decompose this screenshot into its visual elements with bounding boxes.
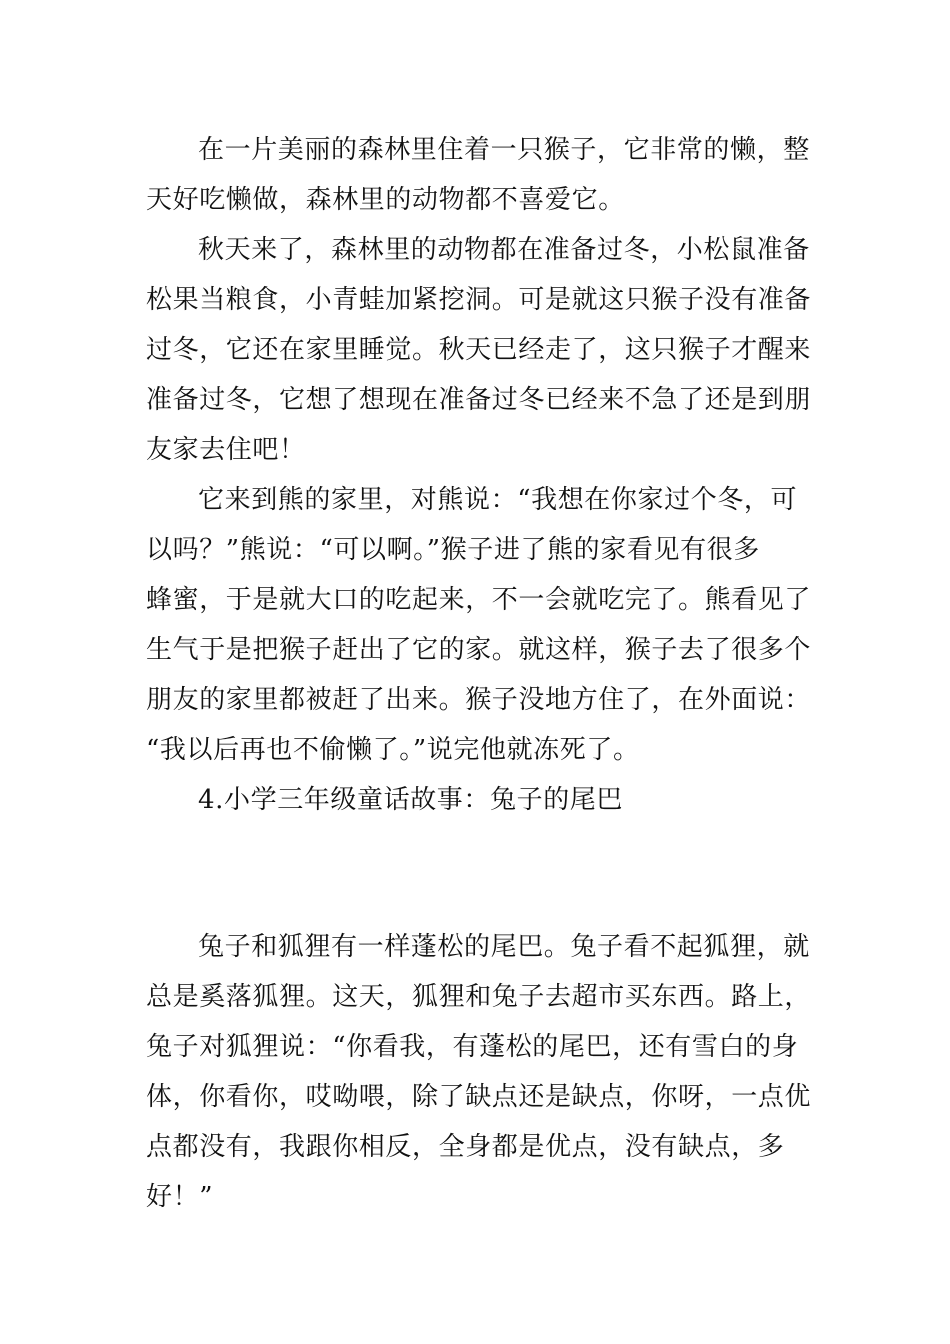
text-line: 以吗？”熊说：“可以啊。”猴子进了熊的家看见有很多 bbox=[146, 535, 760, 565]
text-line: 兔子对狐狸说：“你看我，有蓬松的尾巴，还有雪白的身 bbox=[146, 1032, 799, 1062]
text-line: 过冬，它还在家里睡觉。秋天已经走了，这只猴子才醒来 bbox=[146, 335, 812, 365]
text-line: 好！” bbox=[146, 1182, 214, 1212]
text-line: 在一片美丽的森林里住着一只猴子，它非常的懒，整 bbox=[198, 135, 810, 165]
text-line: 松果当粮食，小青蛙加紧挖洞。可是就这只猴子没有准备 bbox=[146, 285, 812, 315]
text-line: 点都没有，我跟你相反，全身都是优点，没有缺点，多 bbox=[146, 1132, 785, 1162]
text-line: 天好吃懒做，森林里的动物都不喜爱它。 bbox=[146, 185, 625, 215]
text-line: 秋天来了，森林里的动物都在准备过冬，小松鼠准备 bbox=[198, 235, 810, 265]
text-line: 准备过冬，它想了想现在准备过冬已经来不急了还是到朋 bbox=[146, 385, 812, 415]
text-line: 体，你看你，哎呦喂，除了缺点还是缺点，你呀，一点优 bbox=[146, 1082, 812, 1112]
text-line: 总是奚落狐狸。这天，狐狸和兔子去超市买东西。路上， bbox=[146, 982, 812, 1012]
text-line: 它来到熊的家里，对熊说：“我想在你家过个冬，可 bbox=[198, 485, 798, 515]
section-heading: 4.小学三年级童话故事：兔子的尾巴 bbox=[198, 785, 624, 815]
text-line: 生气于是把猴子赶出了它的家。就这样，猴子去了很多个 bbox=[146, 635, 812, 665]
text-line: 蜂蜜，于是就大口的吃起来，不一会就吃完了。熊看见了 bbox=[146, 585, 812, 615]
text-line: “我以后再也不偷懒了。”说完他就冻死了。 bbox=[146, 735, 640, 765]
text-line: 朋友的家里都被赶了出来。猴子没地方住了，在外面说： bbox=[146, 685, 812, 715]
text-line: 兔子和狐狸有一样蓬松的尾巴。兔子看不起狐狸，就 bbox=[198, 932, 810, 962]
text-line: 友家去住吧！ bbox=[146, 435, 306, 465]
